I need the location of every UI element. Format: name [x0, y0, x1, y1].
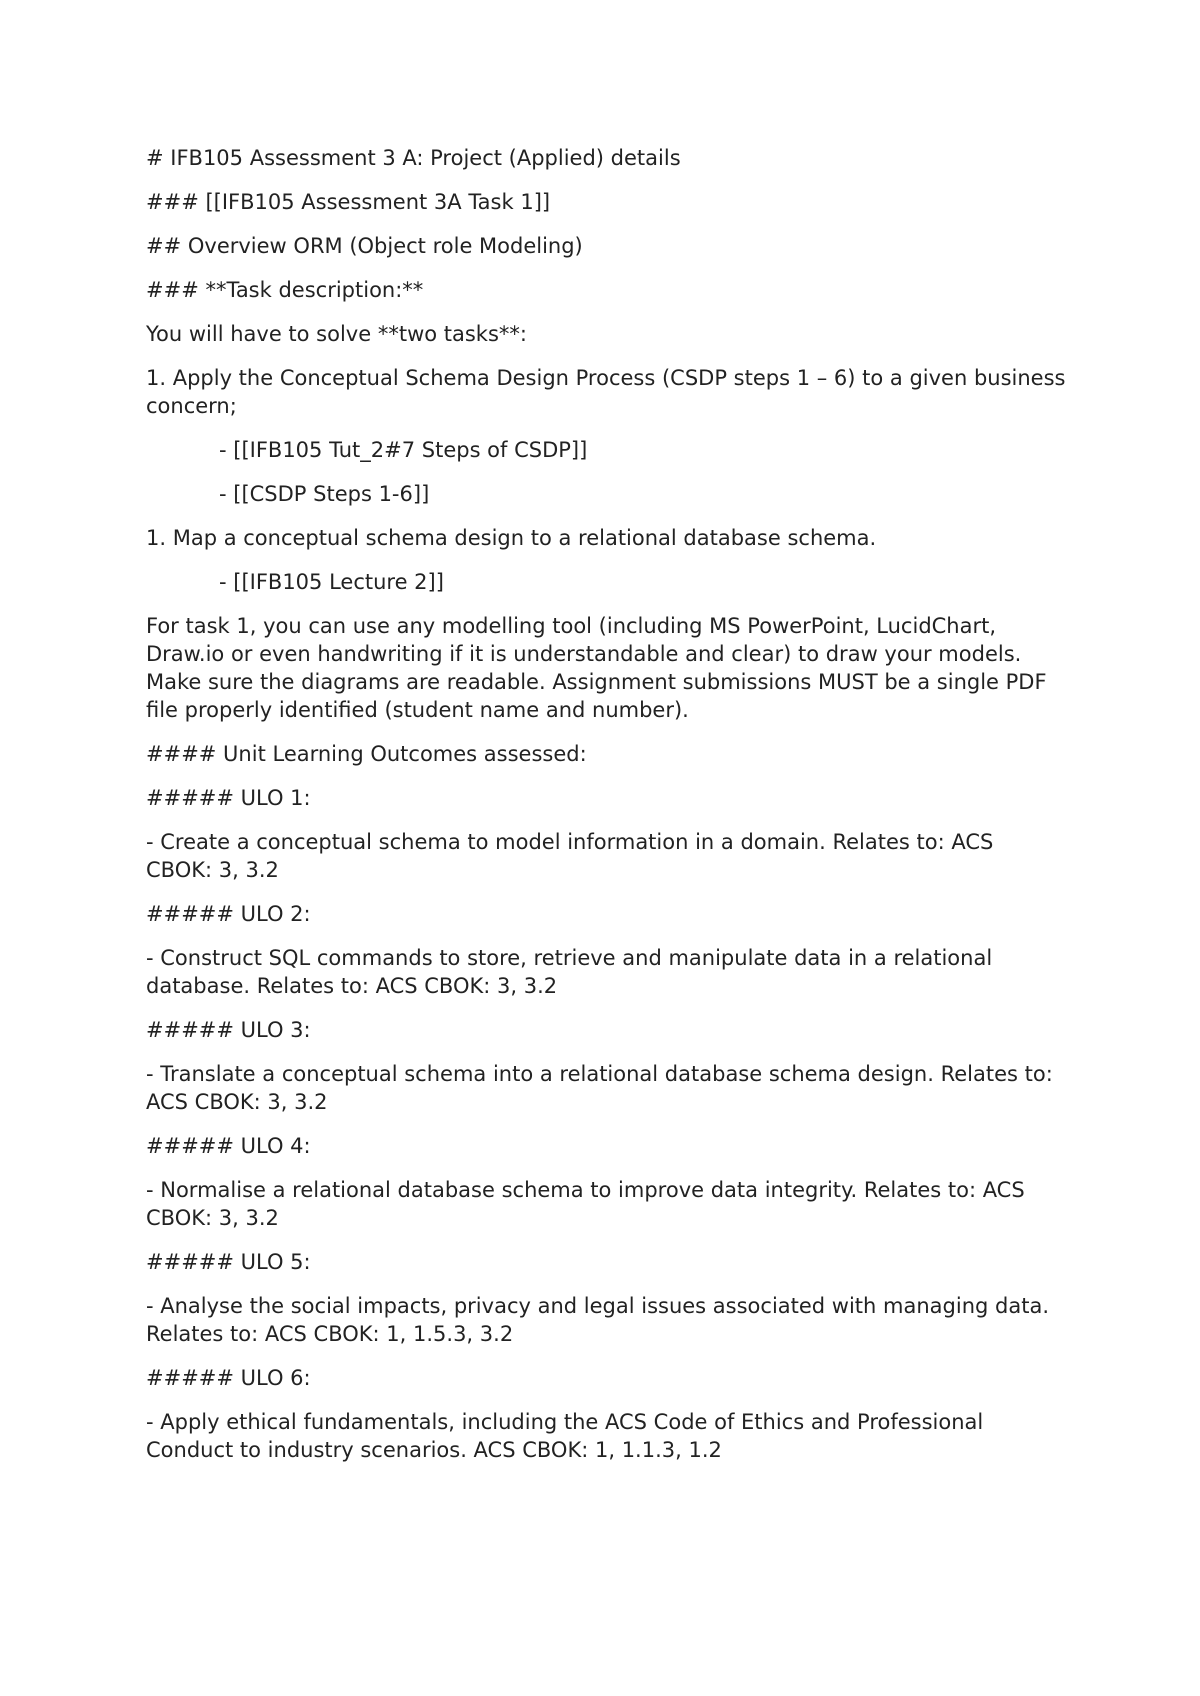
tasks-intro-paragraph: You will have to solve **two tasks**:: [146, 322, 527, 346]
ulo-6-description: - Apply ethical fundamentals, including the ACS Code of Ethics and Professional Conduct to industry scenarios. ACS CBOK: 1, 1.1.3, 1.2: [146, 1410, 990, 1462]
task-1-item: 1. Apply the Conceptual Schema Design Process (CSDP steps 1 – 6) to a given business concern;: [146, 366, 1073, 418]
ulo-2-description: - Construct SQL commands to store, retrieve and manipulate data in a relational database. Relates to: ACS CBOK: 3, 3.2: [146, 946, 999, 998]
tut-link-item: - [[IFB105 Tut_2#7 Steps of CSDP]]: [219, 438, 588, 462]
overview-heading: ## Overview ORM (Object role Modeling): [146, 234, 583, 258]
task-link-heading: ### [[IFB105 Assessment 3A Task 1]]: [146, 190, 551, 214]
doc-title-heading: # IFB105 Assessment 3 A: Project (Applied) details: [146, 146, 681, 170]
ulo-4-description: - Normalise a relational database schema to improve data integrity. Relates to: ACS CBOK: 3, 3.2: [146, 1178, 1032, 1230]
ulo-5-description: - Analyse the social impacts, privacy and legal issues associated with managing data. Relates to: ACS CBOK: 1, 1.5.3, 3.2: [146, 1294, 1056, 1346]
ulo-1-description: - Create a conceptual schema to model information in a domain. Relates to: ACS CBOK: 3, 3.2: [146, 830, 1000, 882]
task-2-item: 1. Map a conceptual schema design to a relational database schema.: [146, 526, 877, 550]
lecture-link-item: - [[IFB105 Lecture 2]]: [219, 570, 444, 594]
ulo-3-description: - Translate a conceptual schema into a relational database schema design. Relates to: ACS CBOK: 3, 3.2: [146, 1062, 1060, 1114]
task-description-heading: ### **Task description:**: [146, 278, 424, 302]
ulo-section-heading: #### Unit Learning Outcomes assessed:: [146, 742, 587, 766]
ulo-2-heading: ##### ULO 2:: [146, 902, 311, 926]
ulo-6-heading: ##### ULO 6:: [146, 1366, 311, 1390]
ulo-4-heading: ##### ULO 4:: [146, 1134, 311, 1158]
task-1-instructions-paragraph: For task 1, you can use any modelling tool (including MS PowerPoint, LucidChart, Draw.io or even handwriting if it is understandable and clear) to draw your models. Make sure the diagrams are readable. Assignment submissions MUST be a single PDF file properly identified (student name and number).: [146, 614, 1054, 722]
document-body: [146, 144, 1073, 1480]
csdp-link-item: - [[CSDP Steps 1-6]]: [219, 482, 430, 506]
ulo-3-heading: ##### ULO 3:: [146, 1018, 311, 1042]
ulo-1-heading: ##### ULO 1:: [146, 786, 311, 810]
ulo-5-heading: ##### ULO 5:: [146, 1250, 311, 1274]
